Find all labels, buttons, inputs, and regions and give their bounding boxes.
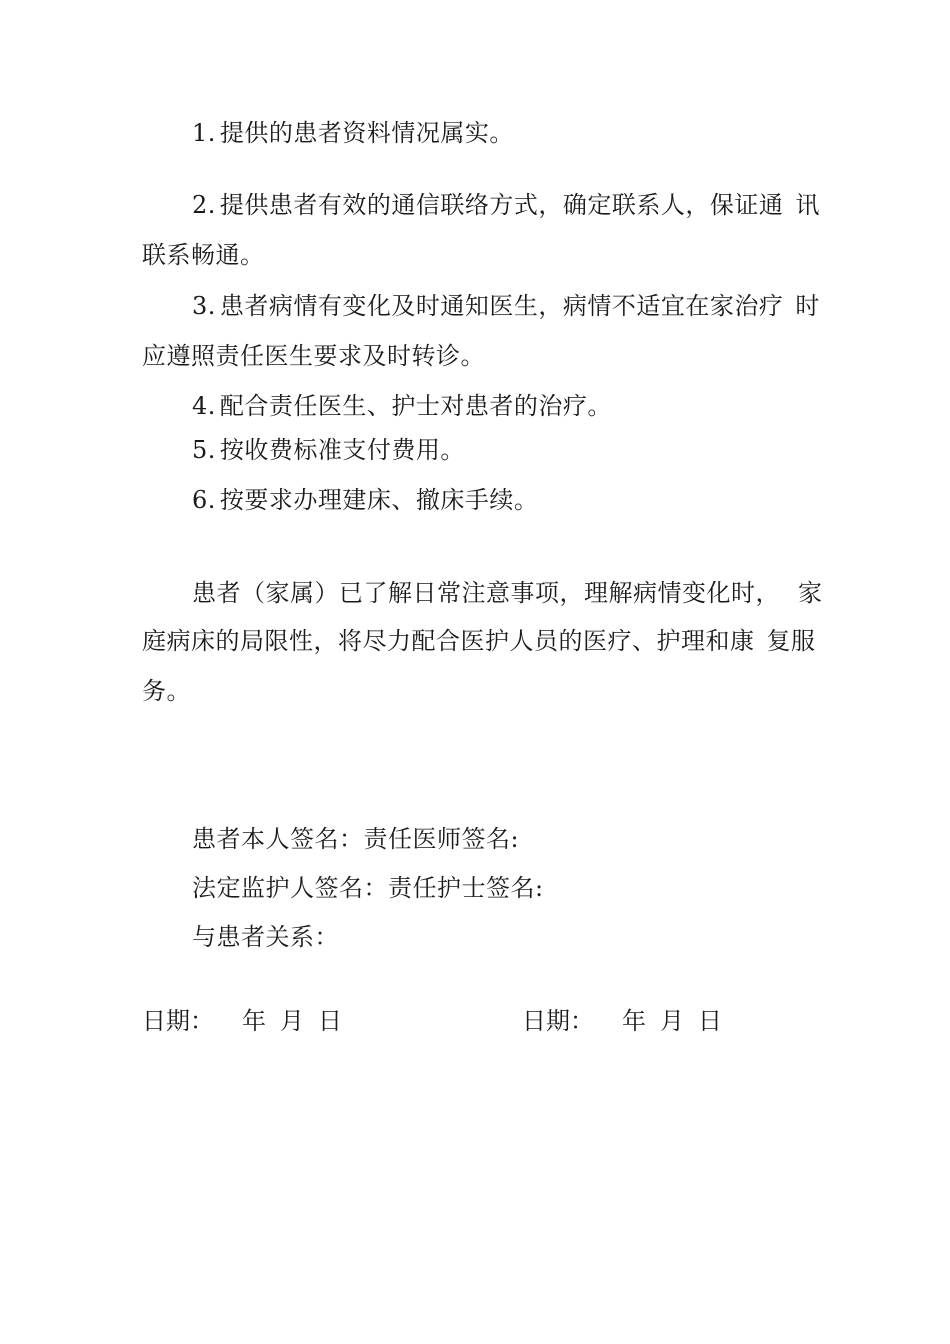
date-right [522, 1006, 722, 1036]
obligation-item-2 [192, 190, 820, 220]
item-text-continued: 应遵照责任医生要求及时转诊。 [142, 342, 485, 370]
signature-patient-doctor [192, 824, 519, 854]
obligation-item-2-continued [142, 240, 265, 270]
item-number: 5. [192, 436, 216, 464]
item-text: 按要求办理建床、撤床手续。 [219, 486, 539, 514]
date-year: 年 [242, 1007, 266, 1035]
date-left [142, 1006, 342, 1036]
statement-line-3 [142, 676, 191, 706]
item-number: 3. [192, 292, 216, 320]
date-day: 日 [318, 1007, 342, 1035]
statement-text-tail: 复服 [766, 627, 816, 655]
item-number: 6. [192, 486, 216, 514]
item-text: 配合责任医生、护士对患者的治疗。 [219, 392, 612, 420]
obligation-item-3-continued [142, 341, 485, 371]
statement-text: 患者（家属）已了解日常注意事项，理解病情变化时， [192, 579, 780, 607]
relationship-field [192, 922, 339, 952]
date-month: 月 [660, 1007, 684, 1035]
signature-label: 法定监护人签名：责任护士签名: [192, 874, 544, 902]
item-text: 提供患者有效的通信联络方式，确定联系人，保证通 [219, 191, 784, 219]
statement-text: 务。 [142, 677, 191, 705]
date-label: 日期： [522, 1007, 594, 1035]
item-text: 按收费标准支付费用。 [219, 436, 465, 464]
obligation-item-1 [192, 118, 514, 148]
date-year: 年 [622, 1007, 646, 1035]
item-number: 2. [192, 191, 216, 219]
obligation-item-5 [192, 435, 465, 465]
statement-text: 庭病床的局限性，将尽力配合医护人员的医疗、护理和康 [142, 627, 755, 655]
statement-line-1 [192, 578, 823, 608]
statement-text-tail: 家 [798, 579, 823, 607]
obligation-item-3 [192, 291, 820, 321]
item-text-continued: 联系畅通。 [142, 241, 265, 269]
item-text: 提供的患者资料情况属实。 [219, 119, 514, 147]
item-number: 4. [192, 392, 216, 420]
date-day: 日 [698, 1007, 722, 1035]
item-text: 患者病情有变化及时通知医生，病情不适宜在家治疗 [219, 292, 784, 320]
item-text-tail: 讯 [795, 191, 820, 219]
item-number: 1. [192, 119, 216, 147]
date-month: 月 [280, 1007, 304, 1035]
statement-line-2 [142, 626, 816, 656]
obligation-item-6 [192, 485, 538, 515]
relationship-label: 与患者关系： [192, 923, 339, 951]
signature-label: 患者本人签名：责任医师签名: [192, 825, 520, 853]
obligation-item-4 [192, 391, 612, 421]
item-text-tail: 时 [795, 292, 820, 320]
signature-guardian-nurse [192, 873, 544, 903]
date-label: 日期： [142, 1007, 214, 1035]
